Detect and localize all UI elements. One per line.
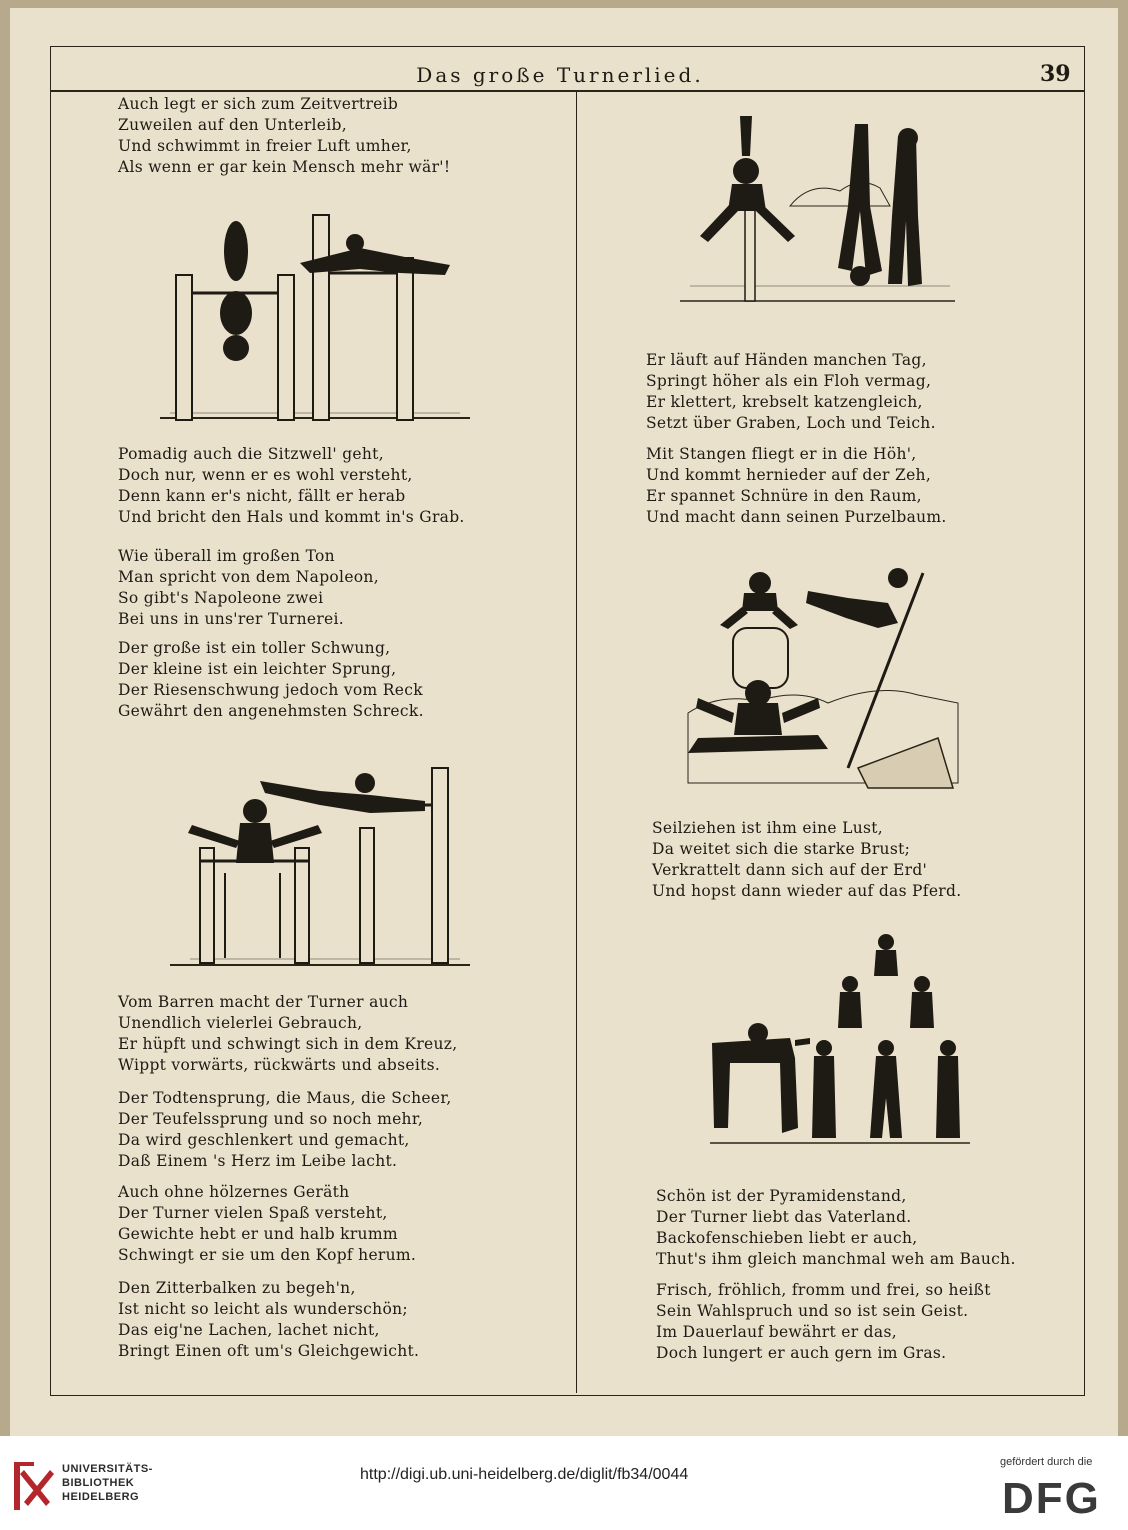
verse-line: Doch nur, wenn er es wohl versteht, (118, 466, 413, 484)
verse-line: Wie überall im großen Ton (118, 547, 335, 565)
parallel-bars-illustration (170, 753, 470, 978)
verse-line: Der große ist ein toller Schwung, (118, 639, 391, 657)
verse-line: Mit Stangen fliegt er in die Höh', (646, 445, 917, 463)
verse-line: Da weitet sich die starke Brust; (652, 840, 911, 858)
verse-line: Er klettert, krebselt katzengleich, (646, 393, 923, 411)
verse-line: Denn kann er's nicht, fällt er herab (118, 487, 406, 505)
institution-line: UNIVERSITÄTS- (62, 1463, 153, 1475)
verse-line: Wippt vorwärts, rückwärts und abseits. (118, 1056, 441, 1074)
book-page (10, 8, 1118, 1436)
pole-vault-illustration (678, 563, 968, 793)
institution-line: HEIDELBERG (62, 1491, 140, 1503)
verse-line: Seilziehen ist ihm eine Lust, (652, 819, 883, 837)
verse-line: Der kleine ist ein leichter Sprung, (118, 660, 397, 678)
verse-line: Der Turner liebt das Vaterland. (656, 1208, 912, 1226)
verse-line: Man spricht von dem Napoleon, (118, 568, 379, 586)
verse-line: Im Dauerlauf bewährt er das, (656, 1323, 897, 1341)
verse-line: Sein Wahlspruch und so ist sein Geist. (656, 1302, 969, 1320)
right-stanza-4 (656, 1186, 1016, 1270)
header-rule (50, 90, 1084, 92)
source-url-link[interactable]: http://digi.ub.uni-heidelberg.de/diglit/fb34/0044 (360, 1466, 689, 1483)
verse-line: Vom Barren macht der Turner auch (118, 993, 409, 1011)
verse-line: Bringt Einen oft um's Gleichgewicht. (118, 1342, 420, 1360)
verse-line: Verkrattelt dann sich auf der Erd' (652, 861, 928, 879)
university-library-logo-icon (10, 1456, 56, 1516)
horizontal-bar-illustration (160, 203, 470, 428)
verse-line: Der Riesenschwung jedoch vom Reck (118, 681, 423, 699)
institution-line: BIBLIOTHEK (62, 1477, 135, 1489)
verse-line: Bei uns in uns'rer Turnerei. (118, 610, 345, 628)
verse-line: Und bricht den Hals und kommt in's Grab. (118, 508, 465, 526)
handstand-illustration (670, 96, 960, 316)
verse-line: Der Turner vielen Spaß versteht, (118, 1204, 388, 1222)
left-stanza-8 (118, 1278, 419, 1362)
verse-line: Und schwimmt in freier Luft umher, (118, 137, 412, 155)
verse-line: Springt höher als ein Floh vermag, (646, 372, 932, 390)
verse-line: Backofenschieben liebt er auch, (656, 1229, 918, 1247)
verse-line: Als wenn er gar kein Mensch mehr wär'! (118, 158, 451, 176)
verse-line: Frisch, fröhlich, fromm und frei, so heißt (656, 1281, 991, 1299)
verse-line: Gewährt den angenehmsten Schreck. (118, 702, 424, 720)
verse-line: Er läuft auf Händen manchen Tag, (646, 351, 927, 369)
verse-line: Daß Einem 's Herz im Leibe lacht. (118, 1152, 398, 1170)
left-stanza-1 (118, 94, 450, 178)
verse-line: Der Todtensprung, die Maus, die Scheer, (118, 1089, 452, 1107)
verse-line: Schön ist der Pyramidenstand, (656, 1187, 907, 1205)
verse-line: Schwingt er sie um den Kopf herum. (118, 1246, 417, 1264)
left-stanza-4 (118, 638, 424, 722)
left-stanza-2 (118, 444, 465, 528)
verse-line: Setzt über Graben, Loch und Teich. (646, 414, 936, 432)
verse-line: So gibt's Napoleone zwei (118, 589, 324, 607)
verse-line: Gewichte hebt er und halb krumm (118, 1225, 398, 1243)
verse-line: Den Zitterbalken zu begeh'n, (118, 1279, 356, 1297)
left-stanza-3 (118, 546, 379, 630)
verse-line: Unendlich vielerlei Gebrauch, (118, 1014, 363, 1032)
verse-line: Ist nicht so leicht als wunderschön; (118, 1300, 408, 1318)
verse-line: Da wird geschlenkert und gemacht, (118, 1131, 410, 1149)
funded-by-label: gefördert durch die (1000, 1456, 1093, 1468)
verse-line: Und macht dann seinen Purzelbaum. (646, 508, 947, 526)
verse-line: Er hüpft und schwingt sich in dem Kreuz, (118, 1035, 458, 1053)
verse-line: Doch lungert er auch gern im Gras. (656, 1344, 947, 1362)
verse-line: Auch ohne hölzernes Geräth (118, 1183, 350, 1201)
left-stanza-6 (118, 1088, 452, 1172)
right-stanza-2 (646, 444, 947, 528)
right-stanza-1 (646, 350, 936, 434)
left-stanza-7 (118, 1182, 416, 1266)
page-title: Das große Turnerlied. (416, 63, 704, 87)
verse-line: Auch legt er sich zum Zeitvertreib (118, 95, 399, 113)
verse-line: Pomadig auch die Sitzwell' geht, (118, 445, 384, 463)
verse-line: Und hopst dann wieder auf das Pferd. (652, 882, 962, 900)
verse-line: Thut's ihm gleich manchmal weh am Bauch. (656, 1250, 1016, 1268)
institution-name (62, 1462, 153, 1504)
right-stanza-3 (652, 818, 961, 902)
right-stanza-5 (656, 1280, 991, 1364)
page-number: 39 (1040, 61, 1071, 87)
left-stanza-5 (118, 992, 457, 1076)
column-rule (576, 91, 577, 1393)
dfg-logo: DFG (1002, 1474, 1101, 1523)
verse-line: Das eig'ne Lachen, lachet nicht, (118, 1321, 380, 1339)
pyramid-illustration (700, 928, 980, 1153)
verse-line: Und kommt hernieder auf der Zeh, (646, 466, 932, 484)
verse-line: Zuweilen auf den Unterleib, (118, 116, 347, 134)
verse-line: Der Teufelssprung und so noch mehr, (118, 1110, 424, 1128)
verse-line: Er spannet Schnüre in den Raum, (646, 487, 922, 505)
